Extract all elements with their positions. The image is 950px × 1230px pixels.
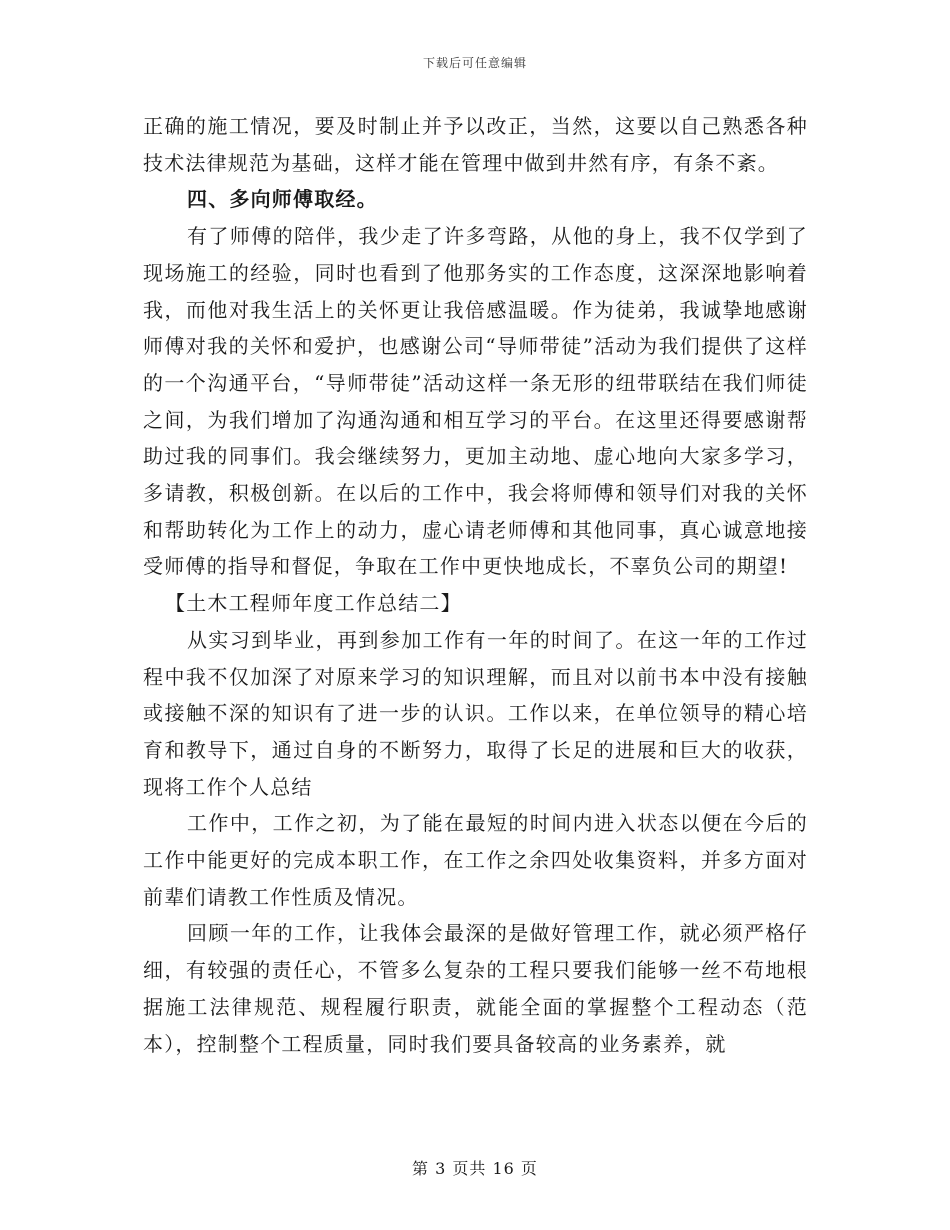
document-body	[143, 108, 808, 1062]
paragraph-continuation: 正确的施工情况，要及时制止并予以改正，当然，这要以自己熟悉各种技术法律规范为基础，这样才能在管理中做到井然有序，有条不紊。	[143, 114, 808, 175]
paragraph-mentor: 有了师傅的陪伴，我少走了许多弯路，从他的身上，我不仅学到了现场施工的经验，同时也看到了他那务实的工作态度，这深深地影响着我，而他对我生活上的关怀更让我倍感温暖。作为徒弟，我诚挚地感谢师傅对我的关怀和爱护，也感谢公司“导师带徒”活动为我们提供了这样的一个沟通平台，“导师带徒”活动这样一条无形的纽带联结在我们师徒之间，为我们增加了沟通沟通和相互学习的平台。在这里还得要感谢帮助过我的同事们。我会继续努力，更加主动地、虚心地向大家多学习，多请教，积极创新。在以后的工作中，我会将师傅和领导们对我的关怀和帮助转化为工作上的动力，虚心请老师傅和其他同事，真心诚意地接受师傅的指导和督促，争取在工作中更快地成长，不辜负公司的期望!	[143, 224, 808, 579]
page-footer: 第 3 页共 16 页	[412, 1159, 538, 1178]
paragraph-intro: 从实习到毕业，再到参加工作有一年的时间了。在这一年的工作过程中我不仅加深了对原来学习的知识理解，而且对以前书本中没有接触或接触不深的知识有了进一步的认识。工作以来，在单位领导的精心培育和教导下，通过自身的不断努力，取得了长足的进展和巨大的收获，现将工作个人总结	[143, 627, 808, 799]
paragraph-review: 回顾一年的工作，让我体会最深的是做好管理工作，就必须严格仔细，有较强的责任心，不管多么复杂的工程只要我们能够一丝不苟地根据施工法律规范、规程履行职责，就能全面的掌握整个工程动态（范本），控制整个工程质量，同时我们要具备较高的业务素养，就	[143, 921, 808, 1056]
section-title-summary-two: 【土木工程师年度工作总结二】	[165, 591, 462, 616]
page-header: 下载后可任意编辑	[422, 56, 527, 70]
section-heading-four: 四、多向师傅取经。	[187, 187, 378, 212]
paragraph-work-start: 工作中，工作之初，为了能在最短的时间内进入状态以便在今后的工作中能更好的完成本职工作，在工作之余四处收集资料，并多方面对前辈们请教工作性质及情况。	[143, 811, 808, 909]
